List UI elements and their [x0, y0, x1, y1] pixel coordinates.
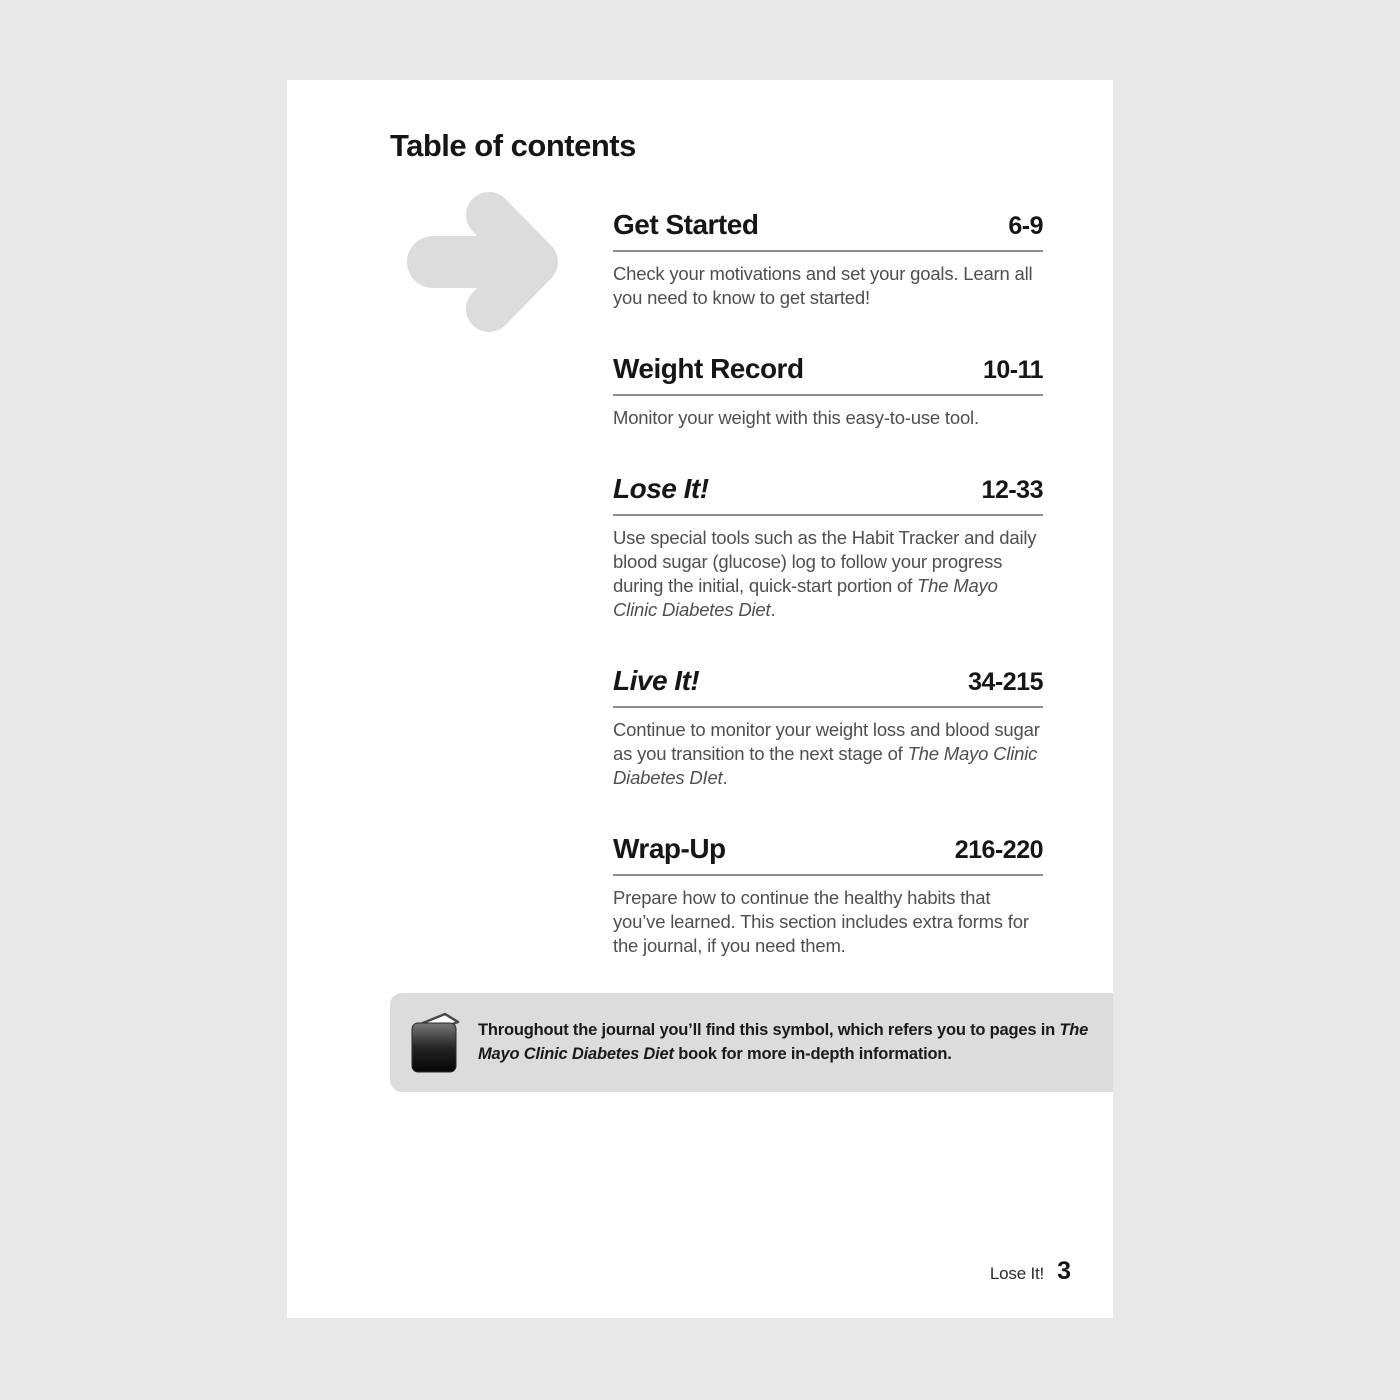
section-page-range: 34-215 [968, 668, 1043, 696]
section-description: Use special tools such as the Habit Tracker and daily blood sugar (glucose) log to follow your progress during the initial, quick-start portion of The Mayo Clinic Diabetes Diet. [613, 527, 1037, 620]
footer-page-number: 3 [1057, 1257, 1071, 1285]
section-title: Lose It! [613, 473, 709, 504]
note-text: Throughout the journal you’ll find this symbol, which refers you to pages in The Mayo Clinic Diabetes Diet book for more in-depth information. [478, 1020, 1089, 1063]
section-page-range: 12-33 [981, 476, 1043, 504]
toc-section-get-started [613, 210, 1043, 310]
page-footer [990, 1257, 1071, 1286]
toc-section-weight-record [613, 354, 1043, 430]
section-page-range: 10-11 [982, 356, 1043, 384]
section-description: Monitor your weight with this easy-to-use tool. [613, 407, 979, 428]
footer-book-title: Lose It! [989, 1264, 1045, 1283]
toc-entry-header [613, 210, 1043, 252]
toc-entry-header [613, 354, 1043, 396]
page-title: Table of contents [390, 128, 636, 163]
toc-entry-header [613, 474, 1043, 516]
book-icon [408, 1011, 462, 1075]
toc-entry-header [613, 666, 1043, 708]
section-title: Wrap-Up [613, 833, 726, 864]
section-page-range: 216-220 [954, 836, 1043, 864]
toc-section-lose-it [613, 474, 1043, 622]
symbol-note-callout [390, 993, 1113, 1092]
arrow-right-icon [405, 192, 565, 332]
section-title: Live It! [613, 665, 700, 696]
section-page-range: 6-9 [1008, 212, 1043, 240]
book-page [287, 80, 1113, 1318]
section-description: Check your motivations and set your goals. Learn all you need to know to get started! [613, 263, 1033, 308]
toc-section-wrap-up [613, 834, 1043, 958]
toc-entry-header [613, 834, 1043, 876]
section-title: Get Started [613, 209, 759, 240]
toc-list [613, 210, 1043, 1002]
section-description: Prepare how to continue the healthy habits that you’ve learned. This section includes extra forms for the journal, if you need them. [613, 887, 1029, 956]
section-description: Continue to monitor your weight loss and blood sugar as you transition to the next stage of The Mayo Clinic Diabetes DIet. [613, 719, 1040, 788]
toc-section-live-it [613, 666, 1043, 790]
section-title: Weight Record [613, 353, 804, 384]
